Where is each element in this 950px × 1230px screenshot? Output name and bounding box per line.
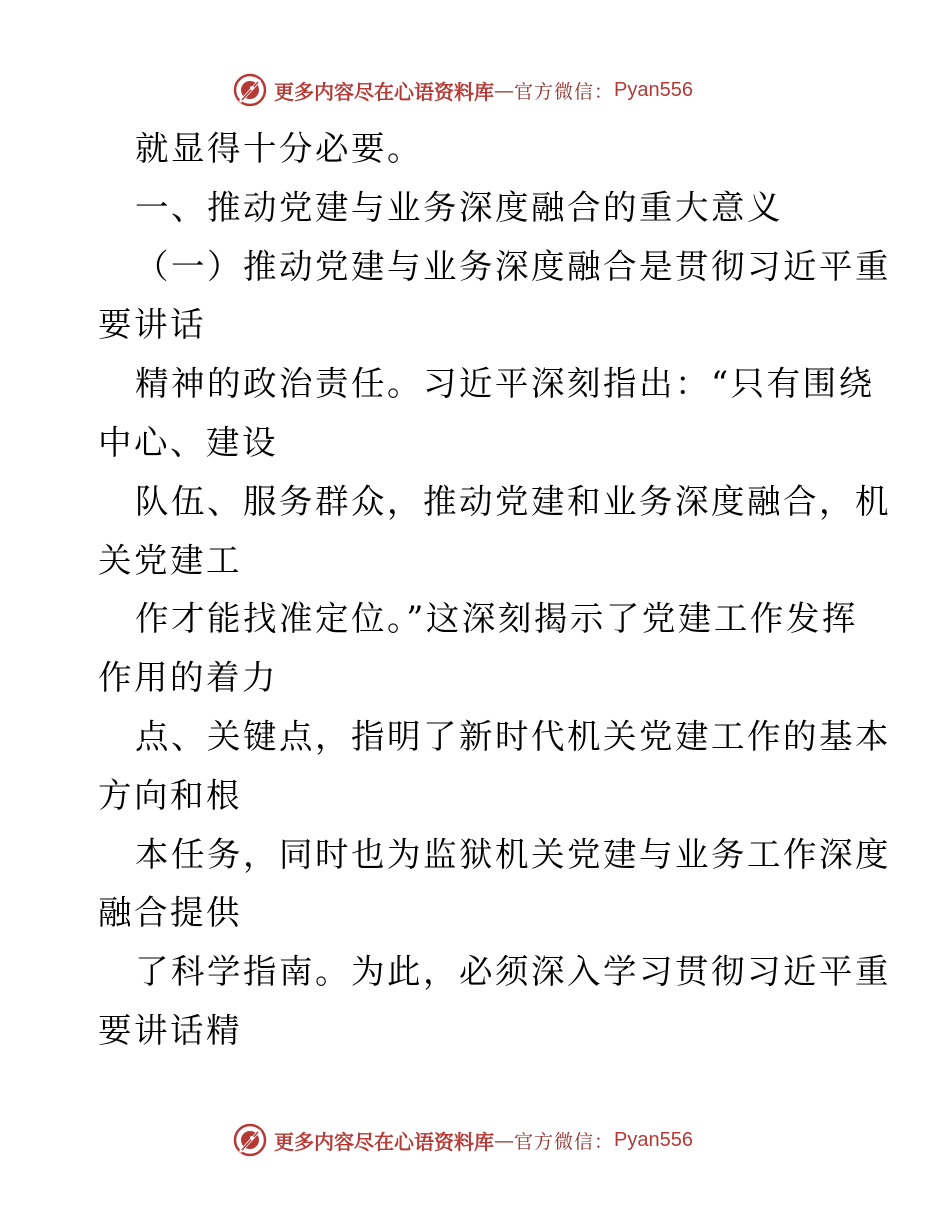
text-line: 队伍、服务群众，推动党建和业务深度融合，机	[135, 481, 891, 521]
text-line: 本任务，同时也为监狱机关党建与业务工作深度	[135, 834, 891, 874]
text-line: 作才能找准定位。”这深刻揭示了党建工作发挥	[135, 599, 858, 639]
watermark-dash: —	[494, 78, 514, 102]
text-line: 就显得十分必要。	[135, 129, 423, 168]
watermark-main-text: 更多内容尽在心语资料库	[274, 1129, 494, 1154]
watermark-id-text: Pyan556	[614, 78, 693, 101]
footer-watermark	[232, 1122, 693, 1158]
text-line: 作用的着力	[98, 658, 278, 698]
text-line: 点、关键点，指明了新时代机关党建工作的基本	[135, 716, 891, 756]
text-line: 方向和根	[98, 775, 242, 815]
watermark-dash: —	[494, 1128, 514, 1152]
pen-logo-icon	[232, 72, 268, 108]
watermark-sub-text: 官方微信：	[514, 1130, 615, 1153]
document-body	[98, 120, 891, 1061]
pen-logo-icon	[232, 1122, 268, 1158]
subsection-heading: （一）推动党建与业务深度融合是贯彻习近平重	[135, 246, 891, 286]
text-line: 要讲话精	[98, 1010, 242, 1050]
text-line: 关党建工	[98, 540, 242, 580]
text-line: 了科学指南。为此，必须深入学习贯彻习近平重	[135, 952, 891, 992]
watermark-id-text: Pyan556	[614, 1128, 693, 1151]
watermark-sub-text: 官方微信：	[514, 80, 615, 103]
section-heading: 一、推动党建与业务深度融合的重大意义	[135, 187, 783, 227]
text-line: 中心、建设	[98, 422, 278, 462]
text-line: 融合提供	[98, 893, 242, 933]
text-line: 要讲话	[98, 305, 206, 345]
header-watermark	[232, 72, 693, 108]
watermark-main-text: 更多内容尽在心语资料库	[274, 79, 494, 104]
text-line: 精神的政治责任。习近平深刻指出：“只有围绕	[135, 364, 875, 404]
